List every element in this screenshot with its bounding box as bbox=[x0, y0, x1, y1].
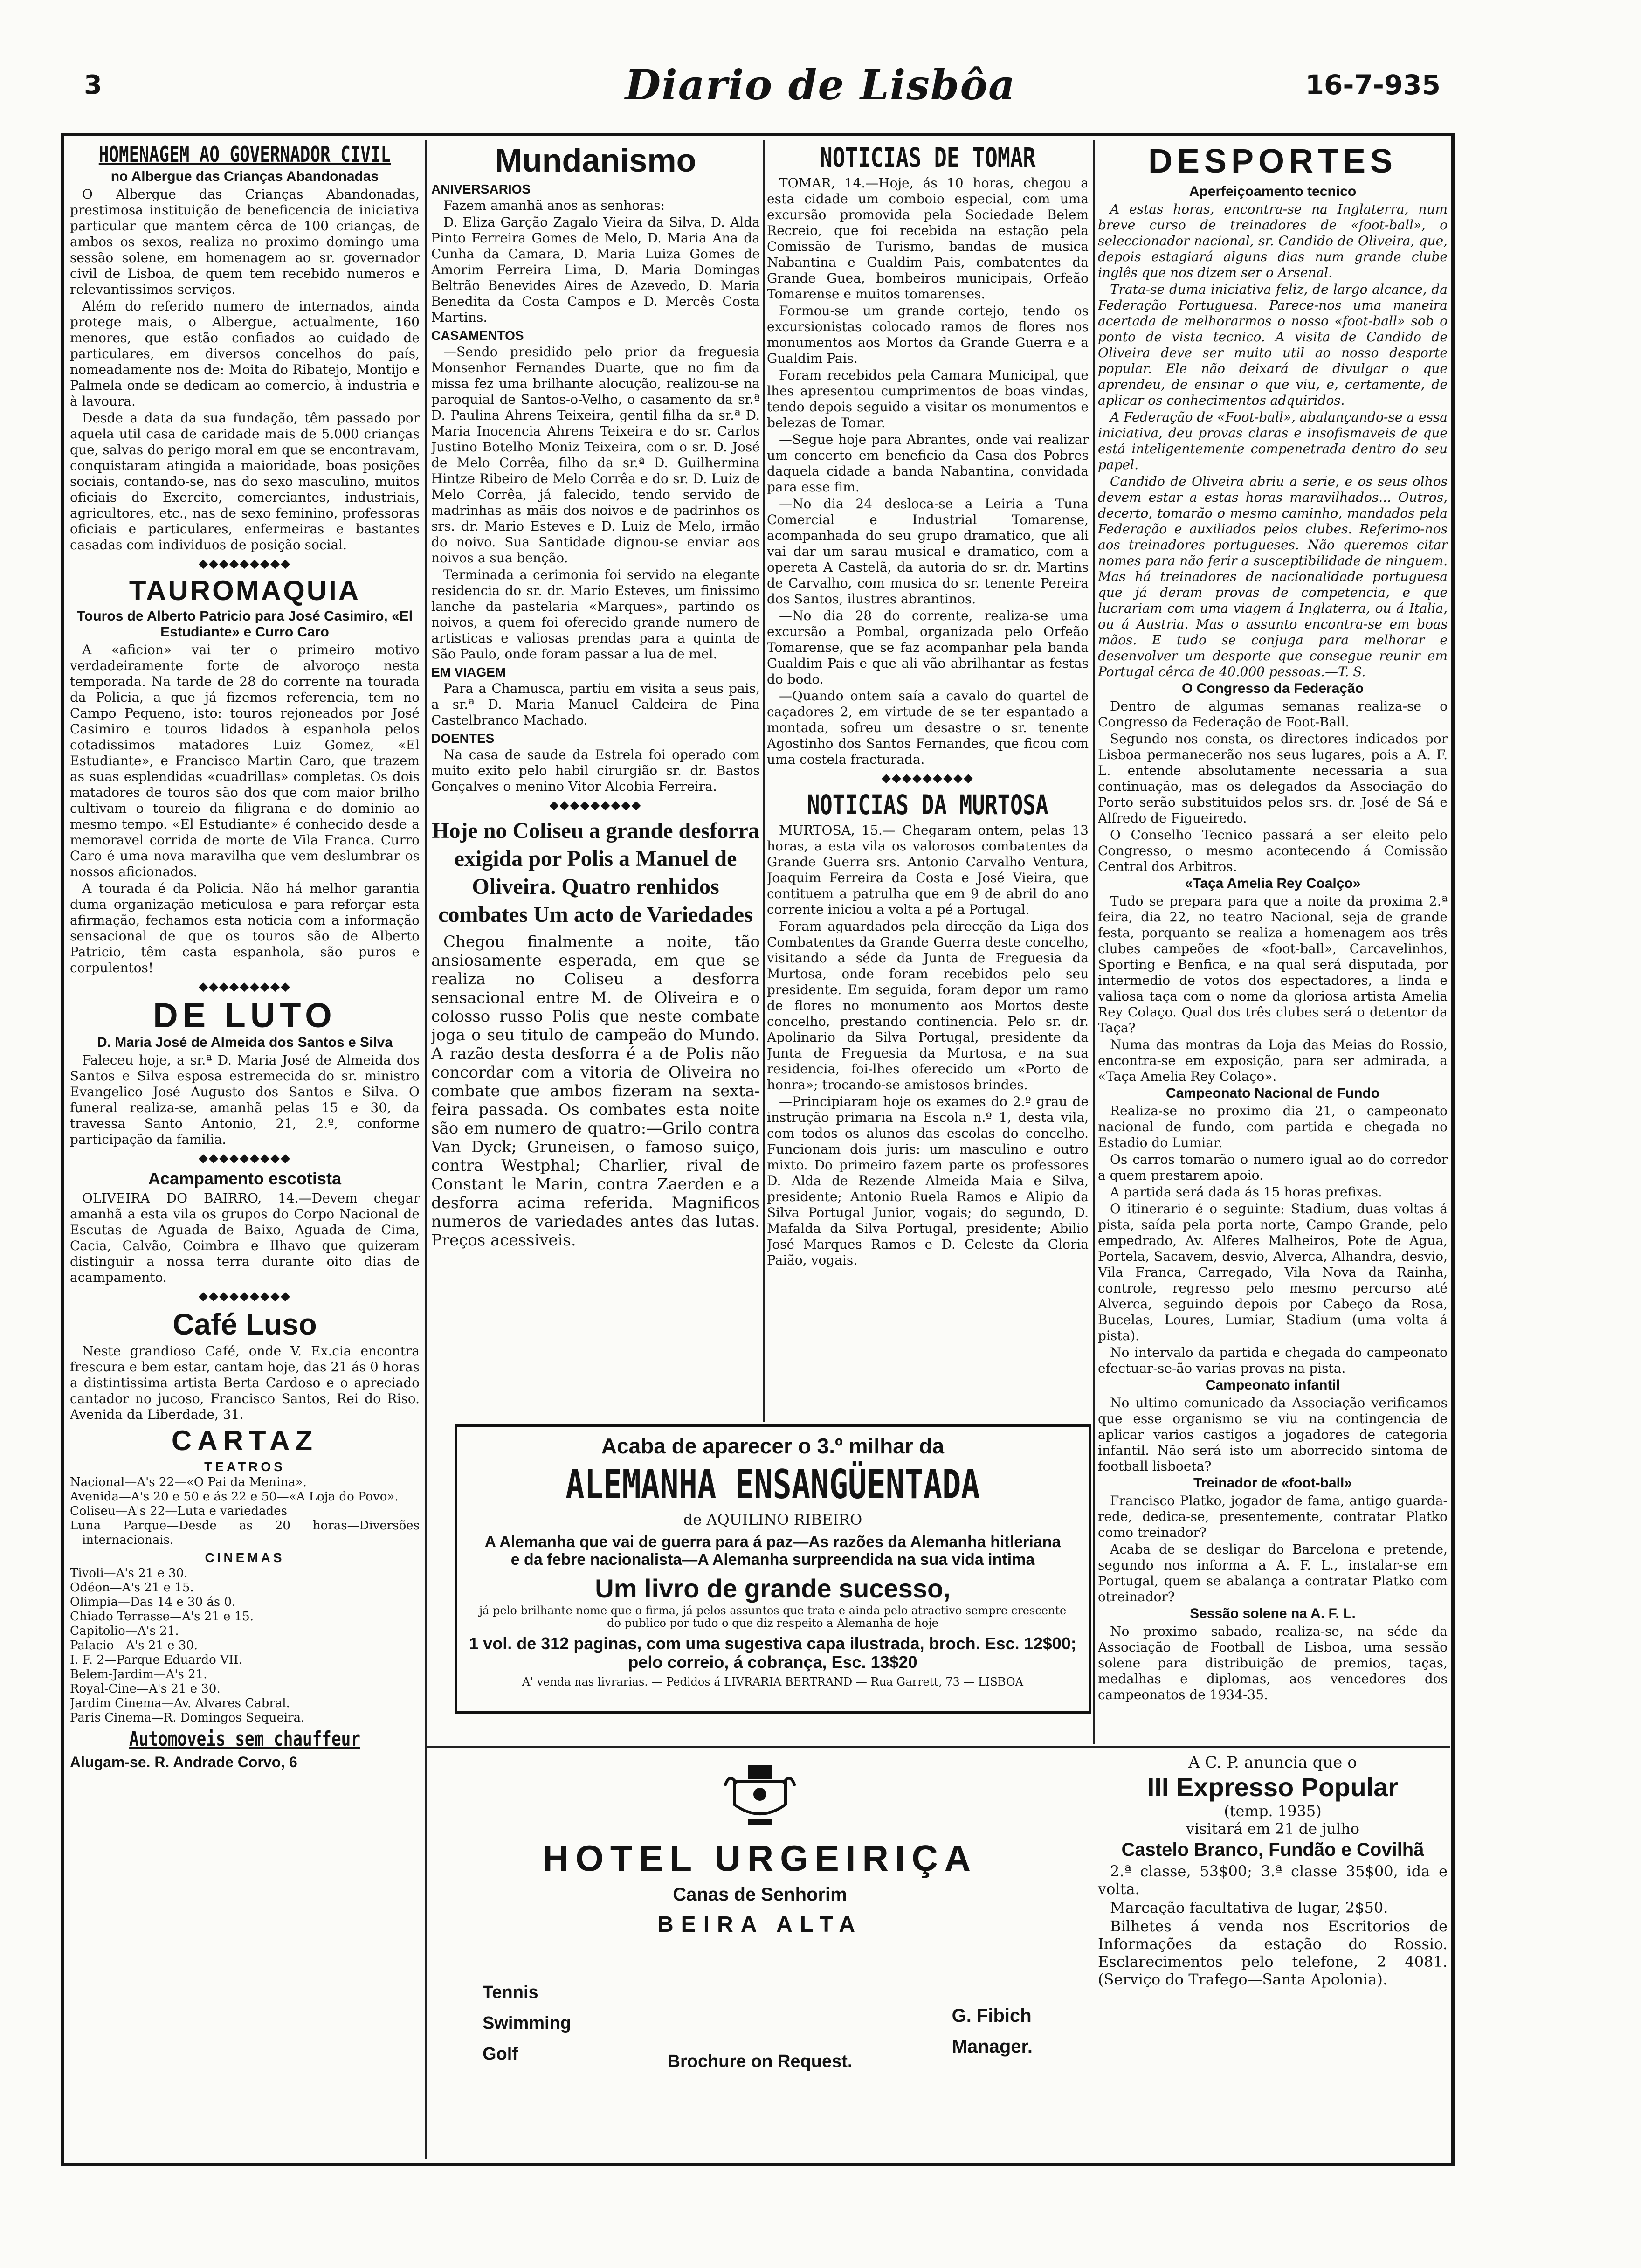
article-paragraph: O Albergue das Crianças Abandonadas, prestimosa instituição de beneficencia de iniciativa particular que mantem cêrca de 100 crianças, de ambos os sexos, realiza no proximo domingo uma sessão solene, em homenagem ao sr. governador civil de Lisboa, de quem tem recebido numeros e relevantissimos serviços. bbox=[70, 187, 420, 297]
issue-date: 16-7-935 bbox=[1305, 69, 1441, 101]
listing-row: Odéon—A's 21 e 15. bbox=[70, 1581, 194, 1595]
page-number: 3 bbox=[84, 70, 102, 100]
amenity-item: Swimming bbox=[483, 2013, 572, 2033]
expresso-date: visitará em 21 de julho bbox=[1186, 1820, 1360, 1838]
sessao-title: Sessão solene na A. F. L. bbox=[1190, 1606, 1356, 1621]
ad-book-title: ALEMANHA ENSANGÜENTADA bbox=[565, 1461, 980, 1508]
luto-title: DE LUTO bbox=[153, 996, 337, 1035]
hotel-brochure: Brochure on Request. bbox=[667, 2052, 853, 2071]
fundo-title: Campeonato Nacional de Fundo bbox=[1165, 1086, 1380, 1101]
aniversarios-label: ANIVERSARIOS bbox=[431, 182, 531, 196]
article-paragraph: —Quando ontem saía a cavalo do quartel de caçadores 2, em virtude de se ter espantado a montada, sofreu um desastre o sr. tenente Agostinho dos Santos Fernandes, que ficou com uma costela fracturada. bbox=[767, 688, 1089, 767]
listing-row: Nacional—A's 22—«O Pai da Menina». bbox=[70, 1475, 307, 1489]
cafe-luso-title: Café Luso bbox=[172, 1307, 317, 1341]
article-paragraph: O itinerario é o seguinte: Stadium, duas voltas á pista, saída pela porta norte, Campo Grande, pelo empedrado, Av. Alferes Malheiros, Pote de Agua, Portela, Sacavem, desvio, Alverca, Alhandra, desvio, Vila Franca, Carregado, Vila Nova da Rainha, controle, regresso pelo mesmo percurso até Alverca, seguindo depois por Cabeço da Rosa, Bucelas, Loures, Lumiar, Stadium (uma volta á pista). bbox=[1098, 1201, 1448, 1343]
article-paragraph: —Principiaram hoje os exames do 2.º grau de instrução primaria na Escola n.º 1, desta vila, com todos os alunos das escolas do concelho. Funcionam dois juris: um masculino e outro mixto. Do primeiro fazem parte os professores D. Alda de Rezende Almeida Maia e Silva, presidente; Antonio Ruela Ramos e Alipio da Silva Portugal Junior, vogais; do segundo, D. Mafalda da Silva Portugal, presidente; Abilio José Marques Ramos e D. Celeste da Gloria Paião, vogais. bbox=[767, 1094, 1089, 1268]
listing-row: Royal-Cine—A's 21 e 30. bbox=[70, 1682, 221, 1696]
ad-tagline: A Alemanha que vai de guerra para á paz—As razões da Alemanha hitleriana e da febre nacionalista—A Alemanha surpreendida na sua vida intima bbox=[484, 1533, 1061, 1569]
expresso-destinations: Castelo Branco, Fundão e Covilhã bbox=[1121, 1839, 1424, 1860]
listing-row: Paris Cinema—R. Domingos Sequeira. bbox=[70, 1711, 305, 1725]
ornament-divider: ◆◆◆◆◆◆◆◆◆ bbox=[549, 798, 642, 812]
article-paragraph: Tudo se prepara para que a noite da proxima 2.ª feira, dia 22, no teatro Nacional, seja de grande festa, porquanto se realiza a homenagem aos três clubes campeões de «foot-ball», Carcavelinhos, Sporting e Benfica, e na qual será disputada, por intermedio de votos dos espectadores, a linda e valiosa taça com o nome da gloriosa artista Amelia Rey Colaço. Qual dos três clubes será o detentor da Taça? bbox=[1098, 893, 1448, 1036]
ad-price: 1 vol. de 312 paginas, com uma sugestiva capa ilustrada, broch. Esc. 12$00; pelo correio, á cobrança, Esc. 13$20 bbox=[469, 1634, 1076, 1672]
article-paragraph: A Federação de «Foot-ball», abalançando-se a essa iniciativa, deu provas claras e insofismaveis de que está inteligentemente compenetrada dentro do seu papel. bbox=[1098, 409, 1448, 472]
tomar-title: NOTICIAS DE TOMAR bbox=[820, 142, 1036, 173]
hotel-advertisement bbox=[431, 1753, 1089, 2080]
article-paragraph: Para a Chamusca, partiu em visita a seus pais, a sr.ª D. Maria Manuel Caldeira de Pina Castelbranco Machado. bbox=[431, 681, 760, 728]
doentes-label: DOENTES bbox=[431, 731, 495, 746]
article-paragraph: Faleceu hoje, a sr.ª D. Maria José de Almeida dos Santos e Silva esposa estremecida do sr. ministro Evangelico José Augusto dos Santos e Silva. O funeral realiza-se, amanhã pelas 15 e 30, da travessa Santo Antonio, 21, 2.º, conforme participação da familia. bbox=[70, 1052, 420, 1147]
hotel-region: BEIRA ALTA bbox=[657, 1912, 862, 1937]
article-paragraph: Foram recebidos pela Camara Municipal, que lhes apresentou cumprimentos de boas vindas, tendo depois seguido a visitar os monumentos e belezas de Tomar. bbox=[767, 367, 1089, 430]
article-paragraph: Terminada a cerimonia foi servido na elegante residencia do sr. dr. Mario Esteves, um finissimo lanche da pastelaria «Marques», partindo os noivos, a quem foi oferecido grande numero de artisticas e valiosas prendas para a quinta de São Paulo, onde foram passar a lua de mel. bbox=[431, 567, 760, 662]
book-advertisement bbox=[455, 1424, 1091, 1714]
amenity-item: Tennis bbox=[483, 1983, 538, 2002]
article-paragraph: Marcação facultativa de lugar, 2$50. bbox=[1110, 1899, 1388, 1916]
listing-row: Tivoli—A's 21 e 30. bbox=[70, 1566, 188, 1580]
column-rule bbox=[763, 140, 765, 1422]
escotista-title: Acampamento escotista bbox=[148, 1169, 342, 1188]
column-rule bbox=[425, 140, 427, 2159]
listing-row: Coliseu—A's 22—Luta e variedades bbox=[70, 1504, 287, 1518]
teatros-label: TEATROS bbox=[204, 1459, 285, 1474]
casamentos-label: CASAMENTOS bbox=[431, 328, 524, 343]
cinemas-label: CINEMAS bbox=[205, 1550, 285, 1565]
column-4 bbox=[1098, 140, 1448, 1805]
article-paragraph: Neste grandioso Café, onde V. Ex.cia encontra frescura e bem estar, cantam hoje, das 21 ás 0 horas a distintissima artista Berta Cardoso e o apreciado cantador no jucoso, Francisco Santos, Rei do Riso. Avenida da Liberdade, 31. bbox=[70, 1343, 420, 1422]
taca-title: «Taça Amelia Rey Coalço» bbox=[1185, 876, 1361, 891]
hotel-place: Canas de Senhorim bbox=[673, 1884, 847, 1905]
infantil-title: Campeonato infantil bbox=[1205, 1377, 1340, 1393]
article-paragraph: OLIVEIRA DO BAIRRO, 14.—Devem chegar amanhã a esta vila os grupos do Corpo Nacional de Escutas de Aguada de Baixo, Aguada de Cima, Cacia, Calvão, Coimbra e Ilhavo que quizeram distinguir a nossa terra durante oito dias de acampamento. bbox=[70, 1190, 420, 1285]
article-paragraph: Segundo nos consta, os directores indicados por Lisboa permanecerão nos seus lugares, pois a A. F. L. entende absolutamente necessaria a sua continuação, mas os delegados da Associação do Porto serão substituidos pelos srs. dr. José de Sá e Alfredo de Figueiredo. bbox=[1098, 731, 1448, 826]
article-paragraph: TOMAR, 14.—Hoje, ás 10 horas, chegou a esta cidade um comboio especial, com uma excursão promovida pela Sociedade Belem Recreio, que foi recebida na estação pela Comissão de Turismo, bandas de musica Nabantina e Gualdim Pais, combatentes da Grande Guea, bombeiros municipais, Orfeão Tomarense e muitos tomarenses. bbox=[767, 175, 1089, 302]
tauromaquia-title: TAUROMAQUIA bbox=[129, 575, 361, 606]
newspaper-name: Diario de Lisbôa bbox=[625, 61, 1016, 109]
article-paragraph: MURTOSA, 15.— Chegaram ontem, pelas 13 horas, a esta vila os valorosos combatentes da Grande Guerra srs. Antonio Carvalho Ventura, Joaquim Ferreira da Costa e José Vieira, que contituem a patrulha que em 9 de abril do ano corrente iniciou a volta a pé a Portugal. bbox=[767, 823, 1089, 917]
article-paragraph: A estas horas, encontra-se na Inglaterra, num breve curso de treinadores de «foot-ball», o seleccionador nacional, sr. Candido de Oliveira, que, depois estagiará alguns dias num grande clube inglês que nos dizem ser o Arsenal. bbox=[1098, 201, 1448, 280]
ad-book-author: de AQUILINO RIBEIRO bbox=[683, 1511, 862, 1528]
article-paragraph: —Sendo presidido pelo prior da freguesia Monsenhor Fernandes Duarte, que no fim da missa fez uma brilhante alocução, realizou-se na paroquial de Santos-o-Velho, o casamento da sr.ª D. Paulina Ahrens Teixeira, gentil filha da sr.ª D. Maria Inocencia Ahrens Teixeira e do sr. Carlos Justino Botelho Moniz Teixeira, com o sr. D. José de Melo Corrêa, filho da sr.ª D. Guilhermina Hintze Ribeiro de Melo Corrêa e do sr. D. Luiz de Melo Corrêa, já falecido, tendo servido de madrinhas as mãis dos noivos e de padrinhos os srs. dr. Mario Esteves e D. Luiz de Melo, irmão do noivo. Sua Santidade dignou-se enviar aos noivos a sua benção. bbox=[431, 344, 760, 566]
article-paragraph: Trata-se duma iniciativa feliz, de largo alcance, da Federação Portuguesa. Parece-nos uma maneira acertada de melhorarmos o nosso «foot-ball» sob o ponto de vista tecnico. A visita de Candido de Oliveira deve ser muito util ao nosso desporte popular. Ele não deixará de divulgar o que aprendeu, de ensinar o que viu, e, certamente, de aplicar os conhecimentos adquiridos. bbox=[1098, 282, 1448, 408]
article-paragraph: Realiza-se no proximo dia 21, o campeonato nacional de fundo, com partida e chegada no Estadio do Lumiar. bbox=[1098, 1103, 1448, 1150]
article-paragraph: Fazem amanhã anos as senhoras: bbox=[443, 198, 665, 213]
homenagem-subtitle: no Albergue das Crianças Abandonadas bbox=[110, 169, 379, 184]
ornament-divider: ◆◆◆◆◆◆◆◆◆ bbox=[199, 1151, 291, 1165]
train-advertisement bbox=[1098, 1753, 1448, 2080]
article-paragraph: Dentro de algumas semanas realiza-se o Congresso da Federação de Foot-Ball. bbox=[1098, 698, 1448, 730]
column-rule bbox=[1093, 140, 1095, 1744]
masthead bbox=[0, 0, 1641, 117]
ornament-divider: ◆◆◆◆◆◆◆◆◆ bbox=[199, 557, 291, 571]
article-paragraph: A tourada é da Policia. Não há melhor garantia duma organização meticulosa e para reforçar esta afirmação, fechamos esta noticia com a informação sensacional de que os touros são de Alberto Patricio, têm casta espanhola, são puros e corpulentos! bbox=[70, 881, 420, 975]
article-paragraph: —Segue hoje para Abrantes, onde vai realizar um concerto em beneficio da Casa dos Pobres daquela cidade a banda Nabantina, convidada para esse fim. bbox=[767, 432, 1089, 495]
article-paragraph: Na casa de saude da Estrela foi operado com muito exito pelo habil cirurgião sr. dr. Bastos Gonçalves o menino Vitor Alcobia Ferreira. bbox=[431, 747, 760, 794]
article-paragraph: Acaba de se desligar do Barcelona e pretende, segundo nos informa a A. F. L., instalar-se em Portugal, quem se abalança a contratar Platko com otreinador? bbox=[1098, 1542, 1448, 1604]
homenagem-title: HOMENAGEM AO GOVERNADOR CIVIL bbox=[98, 142, 391, 167]
congresso-title: O Congresso da Federação bbox=[1181, 681, 1364, 696]
article-paragraph: Numa das montras da Loja das Meias do Rossio, encontra-se em exposição, para ser admirada, a «Taça Amelia Rey Colaço». bbox=[1098, 1037, 1448, 1084]
ornament-divider: ◆◆◆◆◆◆◆◆◆ bbox=[199, 980, 291, 994]
cartaz-title: CARTAZ bbox=[171, 1425, 318, 1456]
article-paragraph: A partida será dada ás 15 horas prefixas. bbox=[1110, 1184, 1382, 1200]
listing-row: I. F. 2—Parque Eduardo VII. bbox=[70, 1653, 242, 1667]
listing-row: Jardim Cinema—Av. Alvares Cabral. bbox=[70, 1696, 290, 1710]
murtosa-title: NOTICIAS DA MURTOSA bbox=[807, 789, 1048, 821]
listing-row: Palacio—A's 21 e 30. bbox=[70, 1639, 198, 1653]
luto-subtitle: D. Maria José de Almeida dos Santos e Silva bbox=[97, 1035, 393, 1050]
expresso-temp: (temp. 1935) bbox=[1224, 1802, 1322, 1820]
listing-row: Luna Parque—Desde as 20 horas—Diversões internacionais. bbox=[70, 1519, 420, 1547]
listing-row: Capitolio—A's 21. bbox=[70, 1624, 179, 1638]
article-paragraph: Formou-se um grande cortejo, tendo os excursionistas colocado ramos de flores nos monumentos aos Mortos da Grande Guerra e a Gualdim Pais. bbox=[767, 303, 1089, 366]
ad-footer: A' venda nas livrarias. — Pedidos á LIVRARIA BERTRAND — Rua Garrett, 73 — LISBOA bbox=[522, 1675, 1023, 1688]
desportes-title: DESPORTES bbox=[1148, 143, 1398, 180]
article-paragraph: Foram aguardados pela direcção da Liga dos Combatentes da Grande Guerra deste concelho, visitando a séde da Junta de Freguesia da Murtosa, onde foram recebidos pelo seu presidente. Em seguida, foram depor um ramo de flores no monumento aos Mortos deste concelho, prestando continencia. Pelo sr. dr. Apolinario da Silva Portugal, presidente da Junta de Freguesia da Murtosa, e na sua residencia, foi-lhes oferecido um «Porto de honra»; trocando-se amistosos brindes. bbox=[767, 919, 1089, 1093]
desportes-subtitle: Aperfeiçoamento tecnico bbox=[1189, 184, 1357, 199]
listing-row: Chiado Terrasse—A's 21 e 15. bbox=[70, 1610, 254, 1624]
article-paragraph: Chegou finalmente a noite, tão ansiosamente esperada, em que se realiza no Coliseu a desforra sensacional entre M. de Oliveira e o colosso russo Polis que neste combate joga o seu titulo de campeão do Mundo. A razão desta desforra é a de Polis não concordar com a vitoria de Oliveira no combate que ambos fizeram na sexta-feira passada. Os combates esta noite são em numero de quatro:—Grilo contra Van Dyck; Gruneisen, o famoso suiço, contra Westphal; Charlier, rival de Constant le Marin, contra Zaerden e a desforra acima referida. Magnificos numeros de variedades antes das lutas. Preços acessiveis. bbox=[431, 933, 760, 1250]
expresso-intro: A C. P. anuncia que o bbox=[1188, 1753, 1357, 1772]
hotel-manager-name: G. Fibich bbox=[952, 2005, 1032, 2026]
article-paragraph: No ultimo comunicado da Associação verificamos que esse organismo se viu na contingencia de aplicar varios castigos a jogadores de categoria infantil. Não será isto um aborrecido sintoma de football lisboeta? bbox=[1098, 1395, 1448, 1474]
hotel-name: HOTEL URGEIRIÇA bbox=[542, 1838, 978, 1879]
article-paragraph: Além do referido numero de internados, ainda protege mais, o Albergue, actualmente, 160 menores, que estão confiados ao cuidado de particulares, em diversos concelhos do país, nomeadamente nos de: Moita do Ribatejo, Montijo e Palmela onde se dedicam ao comercio, à industria e à lavoura. bbox=[70, 298, 420, 409]
treinador-title: Treinador de «foot-ball» bbox=[1193, 1475, 1352, 1491]
automoveis-line: Alugam-se. R. Andrade Corvo, 6 bbox=[70, 1754, 297, 1770]
hotel-crest-icon bbox=[720, 1753, 800, 1832]
article-paragraph: O Conselho Tecnico passará a ser eleito pelo Congresso, o mesmo acontecendo á Comissão Central dos Arbitros. bbox=[1098, 827, 1448, 874]
ad-intro: Acaba de aparecer o 3.º milhar da bbox=[601, 1434, 945, 1458]
mundanismo-title: Mundanismo bbox=[495, 142, 696, 179]
column-3 bbox=[767, 140, 1089, 1436]
coliseu-headline: Hoje no Coliseu a grande desforra exigida por Polis a Manuel de Oliveira. Quatro renhidos combates Um acto de Variedades bbox=[432, 818, 759, 927]
article-paragraph: Os carros tomarão o numero igual ao do corredor a quem prestarem apoio. bbox=[1098, 1152, 1448, 1183]
ornament-divider: ◆◆◆◆◆◆◆◆◆ bbox=[199, 1289, 291, 1303]
article-paragraph: A «aficion» vai ter o primeiro motivo verdadeiramente forte de alvoroço nesta temporada. Na tarde de 28 do corrente na tourada da Policia, a que já fizemos referencia, tem no Campo Pequeno, isto: touros rejoneados por José Casimiro e touros lidados à espanhola pelos cotadissimos matadores Luiz Gomez, «El Estudiante», e Francisco Martin Caro, que trazem as suas esplendidas «cuadrillas» completas. Os dois matadores de touros são dos que com maior brilho cultivam o toureio da filigrana e do dominio ao mesmo tempo. «El Estudiante» é conhecido desde a memoravel corrida de morte de Vila Franca. Curro Caro é uma nova maravilha que vem deslumbrar os nossos aficionados. bbox=[70, 642, 420, 879]
article-paragraph: Bilhetes á venda nos Escritorios de Informações da estação do Rossio. Esclarecimentos pelo telefone, 2 4081. (Serviço do Trafego—Santa Apolonia). bbox=[1098, 1917, 1448, 1988]
article-paragraph: No intervalo da partida e chegada do campeonato efectuar-se-ão varias provas na pista. bbox=[1098, 1345, 1448, 1376]
column-2 bbox=[431, 140, 760, 1436]
automoveis-title: Automoveis sem chauffeur bbox=[129, 1727, 360, 1751]
article-paragraph: —No dia 28 do corrente, realiza-se uma excursão a Pombal, organizada pelo Orfeão Tomarense, que se faz acompanhar pela banda Gualdim Pais e que ali vão abrilhantar as festas do bodo. bbox=[767, 608, 1089, 687]
article-paragraph: Desde a data da sua fundação, têm passado por aquela util casa de caridade mais de 5.000 crianças que, salvas do perigo moral em que se encontravam, conquistaram atingida a maioridade, boas posições sociais, contando-se, nas do sexo masculino, muitos oficiais do Exercito, comerciantes, industriais, agricultores, etc., nas de sexo feminino, professoras oficiais e particulares, enfermeiras e bastantes casadas com individuos de posição social. bbox=[70, 410, 420, 553]
hotel-manager-title: Manager. bbox=[952, 2036, 1033, 2057]
article-paragraph: No proximo sabado, realiza-se, na séde da Associação de Football de Lisboa, uma sessão solene para distribuição de premios, taças, medalhas e diplomas, aos vencedores dos campeonatos de 1934-35. bbox=[1098, 1624, 1448, 1702]
article-paragraph: Candido de Oliveira abriu a serie, e os seus olhos devem estar a estas horas maravilhados... Outros, decerto, tomarão o mesmo caminho, mandados pela Federação e auxiliados pelos clubes. Referimo-nos aos treinadores portugueses. Não queremos citar nomes para não ferir a susceptibilidade de ninguem. Mas há treinadores de nacionalidade portuguesa que já deram provas de competencia, e que lucrariam com uma viagem á Inglaterra, ou á Italia, ou á Austria. Mas o assunto encontra-se em boas mãos. E tudo se conjuga para melhorar e desenvolver um desporte que consegue reunir em Portugal cêrca de 40.000 pessoas.—T. S. bbox=[1098, 474, 1448, 679]
listing-row: Avenida—A's 20 e 50 e ás 22 e 50—«A Loja do Povo». bbox=[70, 1490, 399, 1504]
article-paragraph: —No dia 24 desloca-se a Leiria a Tuna Comercial e Industrial Tomarense, acompanhada do seu grupo dramatico, que ali vai dar um sarau musical e dramatico, com a opereta A Castelã, da autoria do sr. dr. Martins de Carvalho, com musica do sr. tenente Pereira dos Santos, ilustres abrantinos. bbox=[767, 496, 1089, 607]
article-paragraph: 2.ª classe, 53$00; 3.ª classe 35$00, ida e volta. bbox=[1098, 1862, 1448, 1898]
listing-row: Olimpia—Das 14 e 30 ás 0. bbox=[70, 1595, 236, 1609]
article-paragraph: Francisco Platko, jogador de fama, antigo guarda-rede, dedica-se, presentemente, contratar Platko como treinador? bbox=[1098, 1493, 1448, 1540]
expresso-title: III Expresso Popular bbox=[1147, 1772, 1399, 1802]
ornament-divider: ◆◆◆◆◆◆◆◆◆ bbox=[882, 771, 974, 785]
amenity-item: Golf bbox=[483, 2044, 518, 2064]
listing-row: Belem-Jardim—A's 21. bbox=[70, 1667, 207, 1681]
ad-headline-rest: já pelo brilhante nome que o firma, já pelos assuntos que trata e ainda pelo atractivo sempre crescente do publico por tudo o que diz respeito a Alemanha de hoje bbox=[479, 1604, 1067, 1630]
tauromaquia-subtitle: Touros de Alberto Patricio para José Casimiro, «El Estudiante» e Curro Caro bbox=[76, 608, 413, 640]
ad-headline: Um livro de grande sucesso, bbox=[595, 1574, 951, 1603]
viagem-label: EM VIAGEM bbox=[431, 665, 506, 679]
article-paragraph: D. Eliza Garção Zagalo Vieira da Silva, D. Alda Pinto Ferreira Gomes de Melo, D. Maria Ana da Cunha da Camara, D. Maria Luiza Gomes de Amorim Ferreira Lima, D. Maria Domingas Beltrão Benevides Aires de Azevedo, D. Maria Benedita da Costa Campos e D. Mercês Costa Martins. bbox=[431, 214, 760, 325]
column-1 bbox=[70, 140, 420, 2154]
